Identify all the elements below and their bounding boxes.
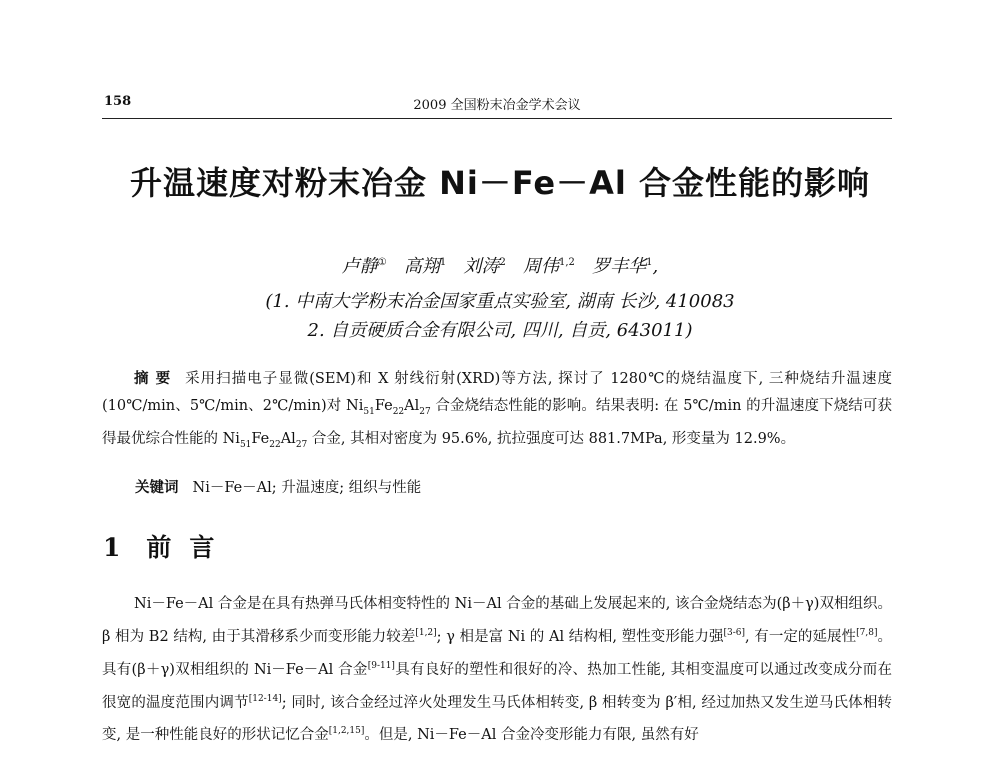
keywords-label: 关键词 [135, 480, 179, 496]
author-mark: ① [377, 257, 387, 268]
author-mark: 1 [439, 257, 447, 268]
running-header [102, 92, 892, 119]
body-text: 。但是, Ni－Fe－Al 合金冷变形能力有限, 虽然有好 [364, 727, 699, 744]
citation: [12-14] [248, 693, 282, 704]
citation: [7,8] [856, 628, 878, 638]
running-title: 2009 全国粉末冶金学术会议 [413, 98, 581, 113]
body-text: , 有一定的延展性 [745, 628, 857, 645]
section-title: 前言 [146, 533, 233, 562]
affiliation-line-2: 2. 自贡硬质合金有限公司, 四川, 自贡, 643011) [307, 320, 693, 341]
affiliation-line-1: (1. 中南大学粉末冶金国家重点实验室, 湖南 长沙, 410083 [265, 291, 735, 312]
author-mark: 1,2 [559, 257, 575, 268]
body-text: 。具有(β＋γ)双相组织的 Ni－Fe－Al 合金 [102, 628, 893, 678]
author-name: 罗丰华 [592, 256, 647, 277]
author-name: 刘涛 [463, 256, 500, 277]
citation: [3-6] [723, 628, 746, 638]
section-heading [103, 528, 232, 564]
body-text: 具有良好的塑性和很好的冷、热加工性能, 其相变温度可以通过改变成分而在很宽的温度范围内调节 [102, 661, 892, 711]
author-mark: 2 [499, 257, 506, 268]
abstract [102, 366, 892, 459]
page-number: 158 [104, 94, 132, 109]
abstract-text: 合金, 其相对密度为 95.6%, 抗拉强度可达 881.7MPa, 形变量为 12.9%。 [307, 430, 796, 447]
author-name: 周伟 [523, 256, 560, 277]
citation: [1,2] [415, 628, 437, 638]
author-mark: 1 [646, 257, 653, 268]
abstract-text: 合金烧结态性能的影响。结果表明: 在 5℃/min 的升温速度下烧结可获得最优综合性能的 [102, 398, 892, 447]
alloy-formula: $Ni_{51}Fe_{22}Al_{27}$ [346, 398, 431, 417]
body-text: ; γ 相是富 Ni 的 Al 结构相, 塑性变形能力强 [436, 628, 724, 645]
paper-title: 升温速度对粉末冶金 Ni－Fe－Al 合金性能的影响 [129, 164, 871, 202]
abstract-label: 摘 要 [134, 371, 172, 387]
author-name: 卢静 [341, 256, 378, 277]
keywords-text: Ni－Fe－Al; 升温速度; 组织与性能 [192, 480, 422, 496]
alloy-formula: $Ni_{51}Fe_{22}Al_{27}$ [222, 430, 308, 450]
citation: [9-11] [367, 660, 395, 671]
body-text: Ni－Fe－Al 合金是在具有热弹马氏体相变特性的 Ni－Al 合金的基础上发展起来的, 该合金烧结态为(β＋γ)双相组织。β 相为 B2 结构, 由于其滑移系少而变形能力较差 [102, 596, 892, 645]
abstract-text: 采用扫描电子显微(SEM)和 X 射线衍射(XRD)等方法, 探讨了 1280℃的烧结温度下, 三种烧结升温速度(10℃/min、5℃/min、2℃/min)对 [102, 371, 892, 414]
body-paragraph [102, 590, 892, 750]
author-tail: , [652, 256, 659, 277]
author-list [0, 252, 1000, 278]
keywords [135, 476, 421, 497]
section-number: 1 [103, 533, 121, 562]
citation: [1,2,15] [328, 726, 365, 737]
body-text: ; 同时, 该合金经过淬火处理发生马氏体相转变, β 相转变为 β′相, 经过加热又发生逆马氏体相转变, 是一种性能良好的形状记忆合金 [102, 694, 892, 744]
author-name: 高翔 [403, 256, 440, 277]
